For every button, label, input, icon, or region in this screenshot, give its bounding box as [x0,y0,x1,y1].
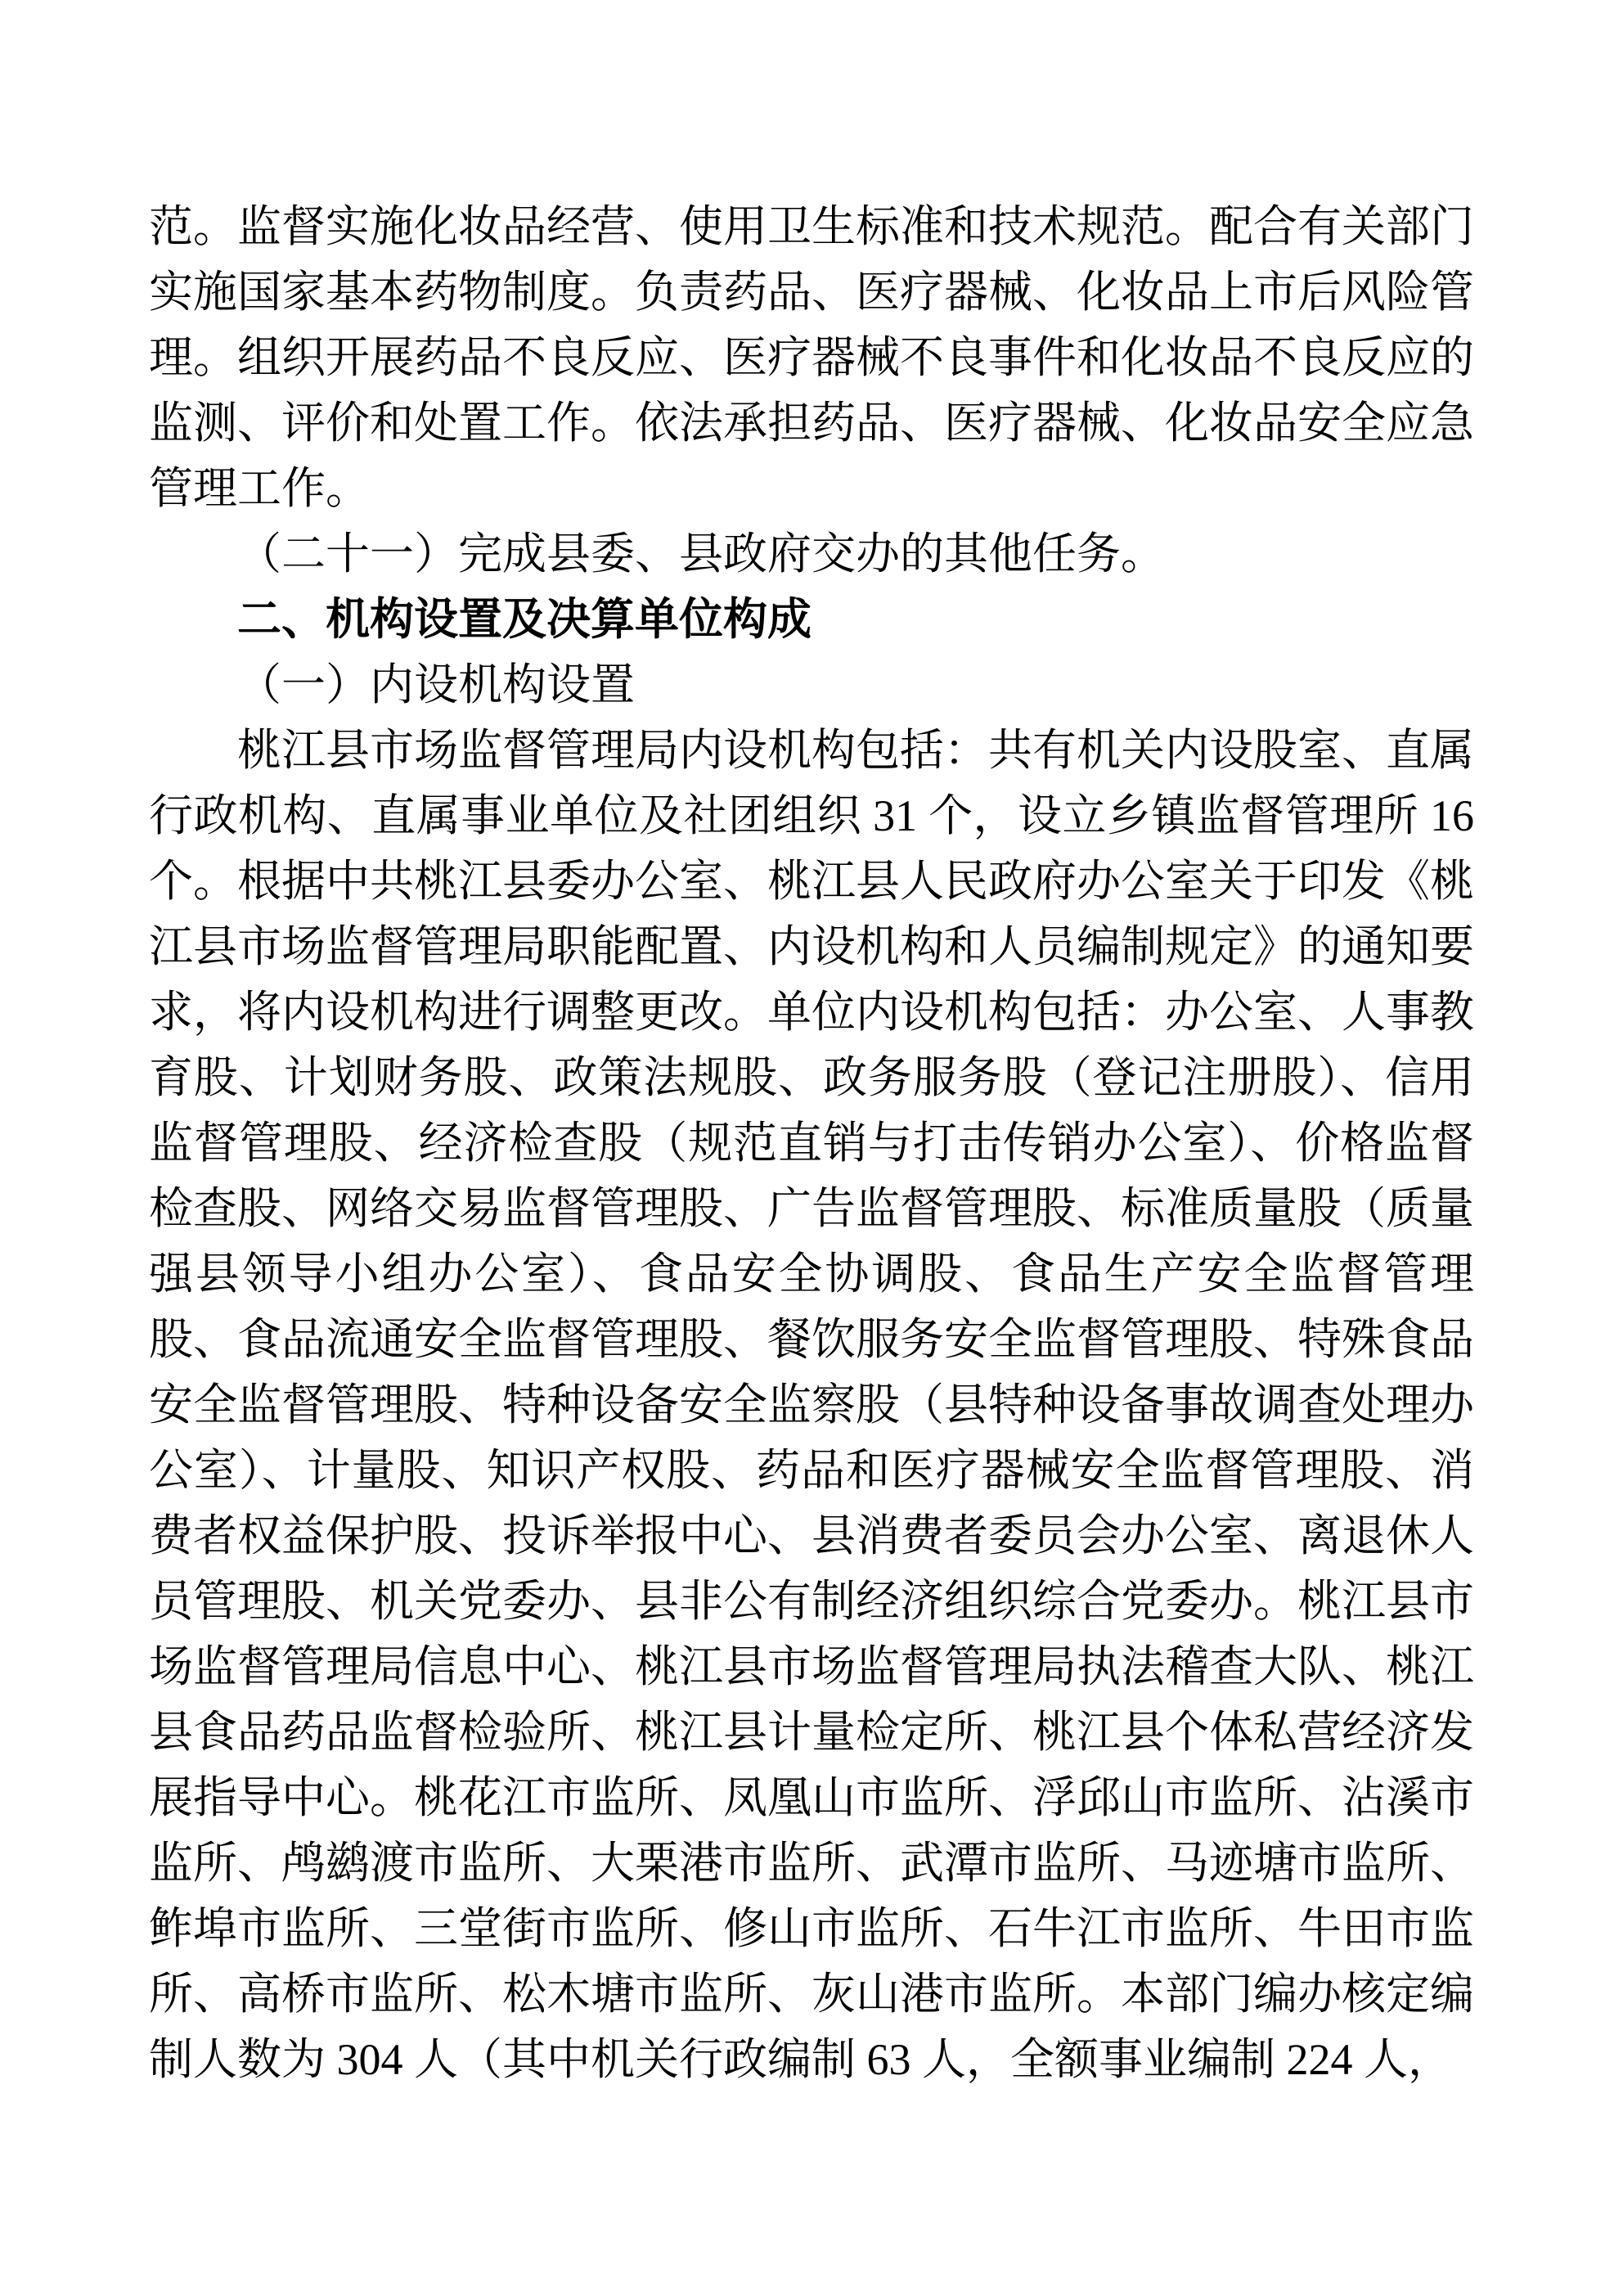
paragraph-cosmetics-supervision-continuation: 范。监督实施化妆品经营、使用卫生标准和技术规范。配合有关部门实施国家基本药物制度。负责药品、医疗器械、化妆品上市后风险管理。组织开展药品不良反应、医疗器械不良事件和化妆品不良反应的监测、评价和处置工作。依法承担药品、医疗器械、化妆品安全应急管理工作。 [149,202,1474,513]
paragraph-item-twenty-one: （二十一）完成县委、县政府交办的其他任务。 [237,529,1165,579]
document-text-block [149,194,1474,2092]
subsection-heading-internal-organization: （一）内设机构设置 [237,660,635,709]
paragraph-internal-organization-details: 桃江县市场监督管理局内设机构包括：共有机关内设股室、直属行政机构、直属事业单位及社团组织 31 个，设立乡镇监督管理所 16 个。根据中共桃江县委办公室、桃江县人民政府办公室关于印发《桃江县市场监督管理局职能配置、内设机构和人员编制规定》的通知要求，将内设机构进行调整更改。单位内设机构包括：办公室、人事教育股、计划财务股、政策法规股、政务服务股（登记注册股）、信用监督管理股、经济检查股（规范直销与打击传销办公室）、价格监督检查股、网络交易监督管理股、广告监督管理股、标准质量股（质量强县领导小组办公室）、食品安全协调股、食品生产安全监督管理股、食品流通安全监督管理股、餐饮服务安全监督管理股、特殊食品安全监督管理股、特种设备安全监察股（县特种设备事故调查处理办公室）、计量股、知识产权股、药品和医疗器械安全监督管理股、消费者权益保护股、投诉举报中心、县消费者委员会办公室、离退休人员管理股、机关党委办、县非公有制经济组织综合党委办。桃江县市场监督管理局信息中心、桃江县市场监督管理局执法稽查大队、桃江县食品药品监督检验所、桃江县计量检定所、桃江县个体私营经济发展指导中心。桃花江市监所、凤凰山市监所、浮邱山市监所、沾溪市监所、鸬鹚渡市监所、大栗港市监所、武潭市监所、马迹塘市监所、鲊埠市监所、三堂街市监所、修山市监所、石牛江市监所、牛田市监所、高桥市监所、松木塘市监所、灰山港市监所。本部门编办核定编制人数为 304 人（其中机关行政编制 63 人，全额事业编制 224 人， [149,726,1474,2084]
section-heading-organization-setup: 二、机构设置及决算单位构成 [237,595,812,644]
